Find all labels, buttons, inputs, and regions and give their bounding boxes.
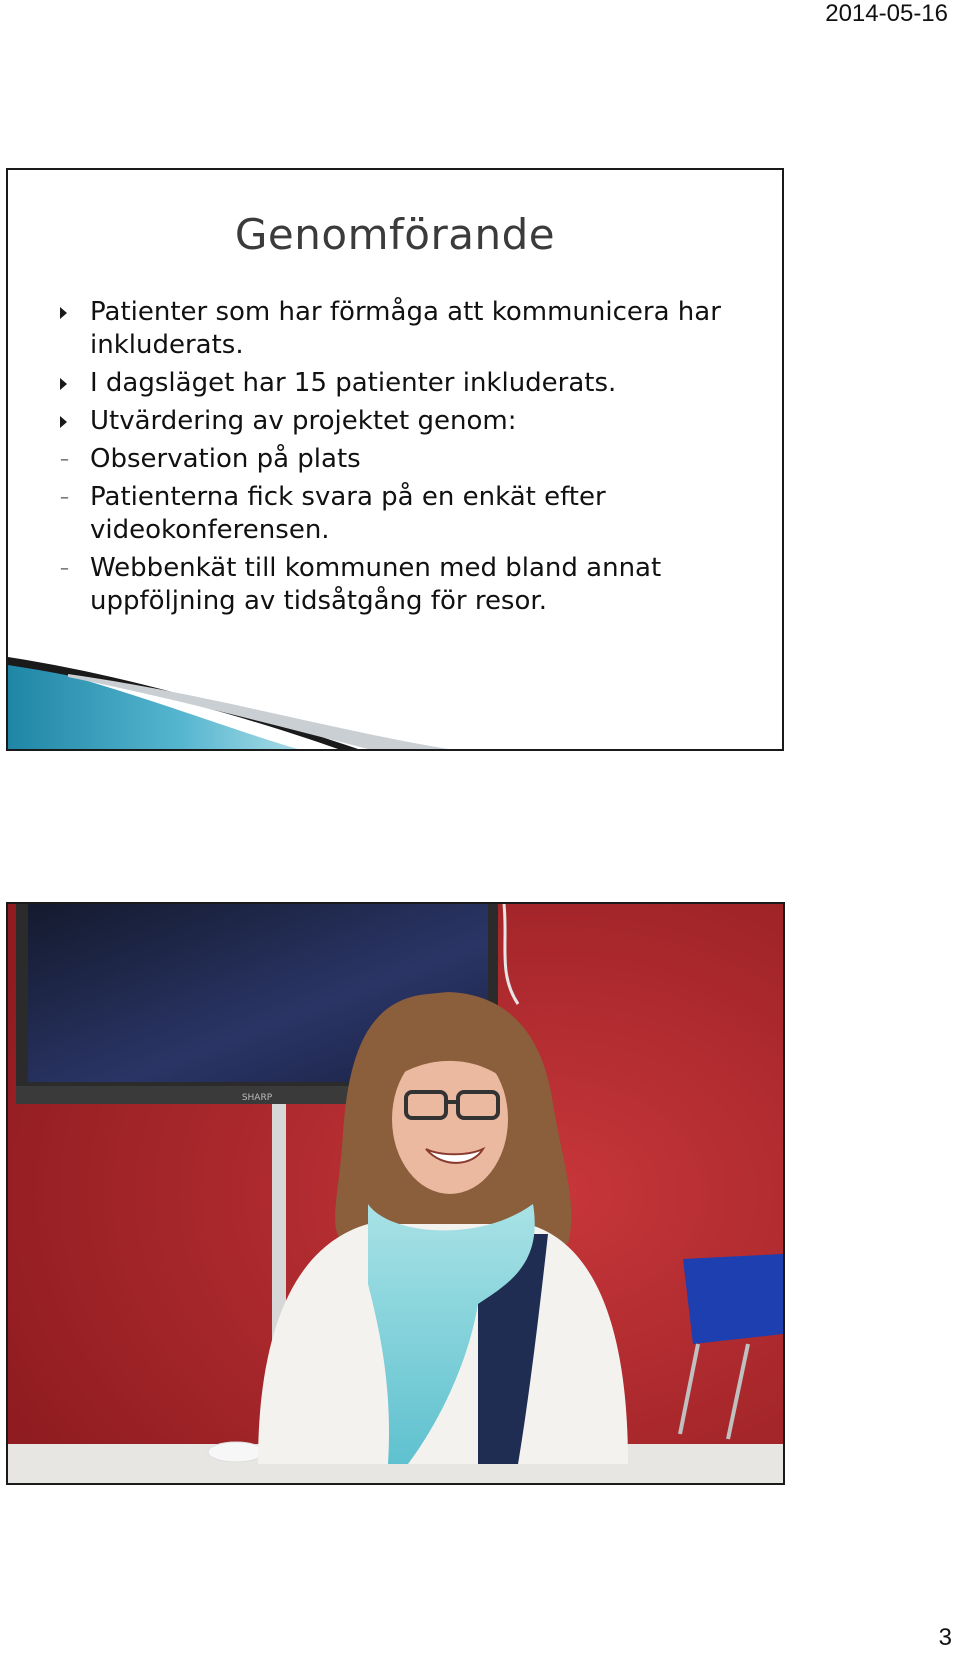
videoconference-photo [6,902,785,1485]
slide-genomforande [6,168,784,751]
bullet-text: I dagsläget har 15 patienter inkluderats. [90,368,617,398]
bullet-item [56,296,756,362]
bullet-arrow-icon [60,405,80,438]
bullet-text: Utvärdering av projektet genom: [90,406,517,436]
dash-icon: – [60,487,69,508]
dash-item [56,443,756,476]
slide-bullet-list [56,296,756,618]
dash-text: Observation på plats [90,444,361,474]
bullet-arrow-icon [60,296,80,329]
page-date: 2014-05-16 [825,0,948,27]
dash-item [56,552,756,618]
bullet-text: Patienter som har förmåga att kommunicera har inkluderats. [90,297,721,360]
slide-title: Genomförande [234,210,556,259]
dash-icon: – [60,449,69,470]
page-number: 3 [938,1624,952,1651]
bullet-item [56,405,756,438]
slide-swoosh-decoration [8,649,784,749]
bullet-arrow-icon [60,367,80,400]
bullet-item [56,367,756,400]
dash-text: Webbenkät till kommunen med bland annat uppföljning av tidsåtgång för resor. [90,553,662,616]
dash-text: Patienterna fick svara på en enkät efter videokonferensen. [90,482,606,545]
dash-icon: – [60,558,69,579]
tv-brand-label: SHARP [241,1093,273,1103]
dash-item [56,481,756,547]
photo-illustration [8,904,783,1483]
